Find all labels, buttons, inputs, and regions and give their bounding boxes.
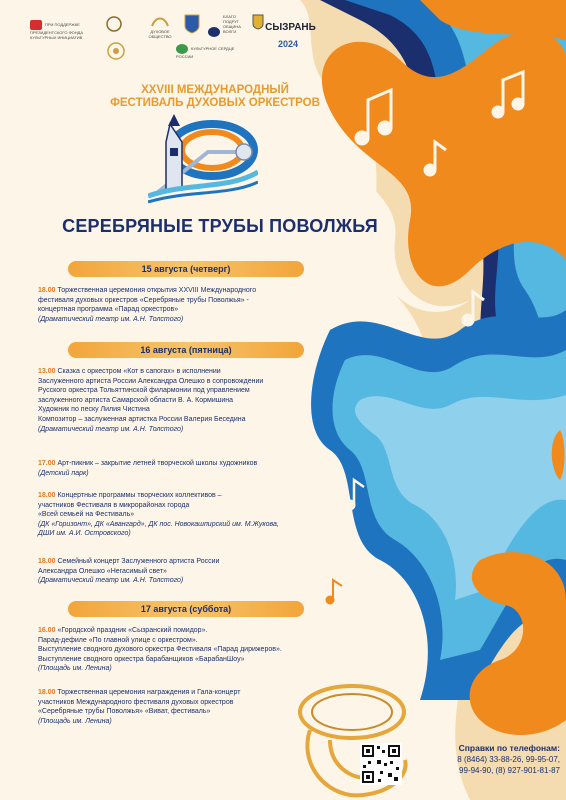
event-text: Выступление сводного духового оркестра Фестиваля «Парад дирижеров». — [38, 646, 282, 654]
event-time: 16.00 — [38, 627, 56, 634]
event-item — [38, 557, 338, 586]
phone-numbers-line1[interactable]: 8 (8464) 33-88-26, 99-95-07, — [457, 755, 560, 764]
event-text: Сказка с оркестром «Кот в сапогах» в исполнении — [57, 368, 221, 375]
dukhovoe-obshchestvo-logo: ДУХОВОЕ ОБЩЕСТВО — [140, 14, 180, 39]
syzran-logo: СЫЗРАНЬ — [252, 14, 316, 31]
event-venue: (Площадь им. Ленина) — [38, 717, 112, 725]
festival-name-line2: ФЕСТИВАЛЬ ДУХОВЫХ ОРКЕСТРОВ — [110, 97, 320, 109]
qr-code-icon[interactable] — [360, 743, 402, 785]
event-text: «Серебряные трубы Поволжья» «Виват, фестиваль» — [38, 708, 211, 716]
event-item — [38, 286, 338, 324]
event-text: Художник по песку Лилия Чистина — [38, 406, 150, 414]
day-header-17-aug: 17 августа (суббота) — [68, 601, 304, 617]
event-item — [38, 459, 338, 478]
contacts-heading: Справки по телефонам: — [458, 743, 560, 753]
year-2024-logo: 2024 — [278, 39, 299, 49]
sector-logo: БЛАГО ПОДРУГ ОБЩИНА ВОЛГИ — [208, 14, 245, 37]
ministry-logo — [106, 14, 122, 34]
event-text: участников Фестиваля в микрорайонах города — [38, 501, 190, 509]
event-item — [38, 688, 338, 726]
event-text: Заслуженного артиста России Александра Олешко в сопровождении — [38, 377, 264, 385]
phone-numbers-line2[interactable]: 99-94-90, (8) 927-901-81-87 — [459, 766, 560, 775]
festival-name-line1: XXVIII МЕЖДУНАРОДНЫЙ — [141, 84, 289, 96]
presidential-fund-logo: ПРИ ПОДДЕРЖКЕ ПРЕЗИДЕНТСКОГО ФОНДА КУЛЬТУРНЫХ ИНИЦИАТИВ — [30, 20, 98, 40]
contacts-block — [410, 743, 560, 776]
festival-emblem-icon — [148, 112, 258, 204]
event-text: Композитор – заслуженная артистка России Валерия Беседина — [38, 415, 246, 423]
page-title: СЕРЕБРЯНЫЕ ТРУБЫ ПОВОЛЖЬЯ — [62, 216, 378, 236]
event-item — [38, 367, 338, 434]
event-venue: (Детский парк) — [38, 469, 89, 477]
event-text: Концертные программы творческих коллективов – — [57, 492, 222, 499]
event-text: Торжественная церемония награждения и Гала-концерт — [57, 689, 241, 696]
event-venue: (ДК «Горизонт», ДК «Авангард», ДК пос. Новокашпирский им. М.Жукова, ДШИ им. А.И. Островского) — [38, 520, 279, 538]
event-text: Семейный концерт Заслуженного артиста России — [57, 558, 220, 565]
event-text: Парад-дефиле «По главной улице с оркестром». — [38, 636, 198, 644]
event-text: заслуженного артиста Самарской области В. А. Кормишина — [38, 396, 234, 404]
event-text: Торжественная церемония открытия XXVIII Международного — [57, 287, 257, 294]
event-venue: (Драматический театр им. А.Н. Толстого) — [38, 315, 184, 323]
event-time: 18.00 — [38, 287, 56, 294]
event-time: 18.00 — [38, 492, 56, 499]
event-venue: (Площадь им. Ленина) — [38, 665, 112, 673]
samara-region-crest-logo — [184, 14, 200, 35]
kulturnoe-serdtse-logo: КУЛЬТУРНОЕ СЕРДЦЕ РОССИИ — [176, 44, 246, 59]
event-time: 18.00 — [38, 689, 56, 696]
event-item — [38, 491, 338, 539]
event-text: фестиваля духовых оркестров «Серебряные трубы Поволжья» - — [38, 296, 249, 304]
day-header-15-aug: 15 августа (четверг) — [68, 261, 304, 277]
event-time: 18.00 — [38, 558, 56, 565]
event-text: участников Международного фестиваля духовых оркестров — [38, 698, 234, 706]
event-text: Выступление сводного оркестра барабанщиков «БарабанШоу» — [38, 655, 245, 663]
event-text: Арт-пикник – закрытие летней творческой школы художников — [57, 460, 258, 467]
event-text: «Всей семьей на Фестиваль» — [38, 511, 135, 519]
culture-fund-logo — [106, 42, 126, 61]
event-time: 13.00 — [38, 368, 56, 375]
event-text: Русского оркестра Тольяттинской филармонии под управлением — [38, 387, 250, 395]
day-header-16-aug: 16 августа (пятница) — [68, 342, 304, 358]
event-time: 17.00 — [38, 460, 56, 467]
event-text: концертная программа «Парад оркестров» — [38, 306, 179, 314]
festival-name — [95, 84, 335, 110]
event-text: Александра Олешко «Негасимый свет» — [38, 567, 167, 575]
event-venue: (Драматический театр им. А.Н. Толстого) — [38, 425, 184, 433]
partner-logos — [30, 12, 330, 70]
event-item — [38, 626, 348, 674]
event-text: «Городской праздник «Сызранский помидор». — [57, 627, 208, 634]
event-venue: (Драматический театр им. А.Н. Толстого) — [38, 577, 184, 585]
